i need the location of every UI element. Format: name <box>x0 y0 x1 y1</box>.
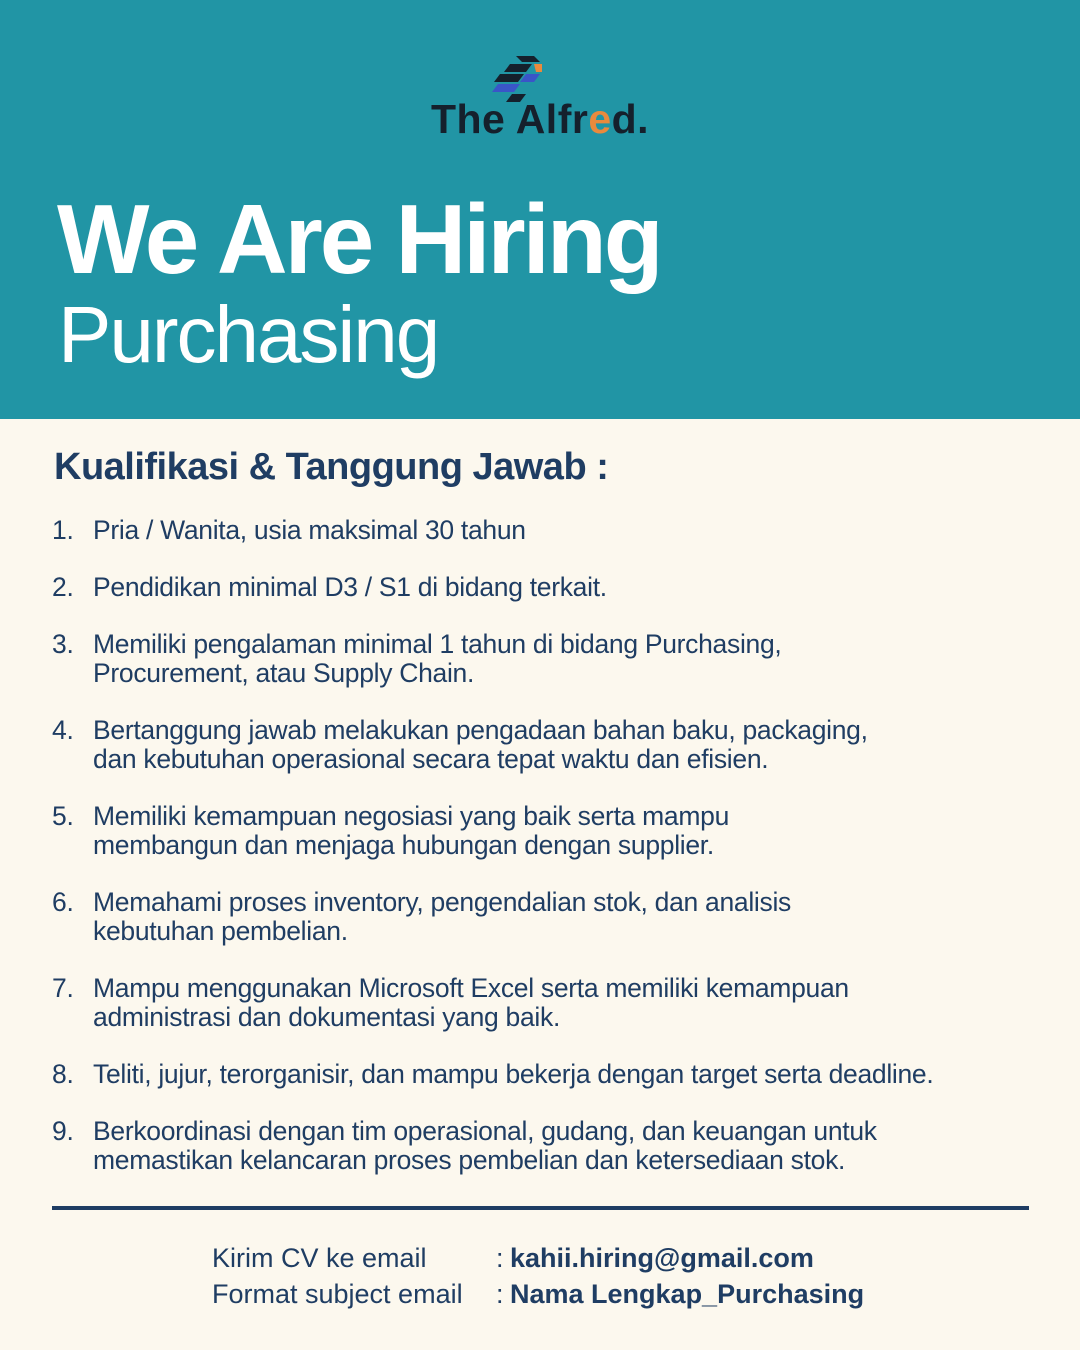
qualification-item <box>52 1060 1052 1089</box>
qualification-item <box>52 630 1052 688</box>
contact-separator: : <box>496 1279 504 1309</box>
qualification-text-line: Memahami proses inventory, pengendalian stok, dan analisis <box>93 887 792 917</box>
qualification-text-line: Memiliki kemampuan negosiasi yang baik serta mampu <box>93 801 730 831</box>
qualification-text-line: membangun dan menjaga hubungan dengan supplier. <box>93 830 714 860</box>
qualification-text-line: Bertanggung jawab melakukan pengadaan bahan baku, packaging, <box>93 715 868 745</box>
qualification-item <box>52 573 1052 602</box>
contact-separator: : <box>496 1243 504 1273</box>
qualification-number: 5. <box>52 801 74 831</box>
qualification-item <box>52 974 1052 1032</box>
qualification-text-line: administrasi dan dokumentasi yang baik. <box>93 1002 561 1032</box>
qualification-text-line: Pendidikan minimal D3 / S1 di bidang terkait. <box>93 572 607 602</box>
qualifications-heading: Kualifikasi & Tanggung Jawab : <box>54 446 609 488</box>
qualification-number: 2. <box>52 572 74 602</box>
contact-row <box>212 1240 864 1276</box>
hiring-header-banner <box>0 0 1080 419</box>
qualification-number: 4. <box>52 715 74 745</box>
brand-logo-text: The Alfred. <box>430 96 650 142</box>
qualification-number: 7. <box>52 973 74 1003</box>
contact-row <box>212 1276 864 1312</box>
qualification-item <box>52 888 1052 946</box>
qualification-text-line: Berkoordinasi dengan tim operasional, gudang, dan keuangan untuk <box>93 1116 877 1146</box>
hero-title: We Are Hiring <box>57 184 661 294</box>
qualification-item <box>52 1117 1052 1175</box>
position-subtitle: Purchasing <box>58 290 439 379</box>
qualification-item <box>52 716 1052 774</box>
contact-label: Format subject email <box>212 1279 463 1309</box>
contact-info <box>212 1240 864 1312</box>
qualification-number: 3. <box>52 629 74 659</box>
brand-logo <box>0 52 1080 142</box>
qualification-text-line: Teliti, jujur, terorganisir, dan mampu bekerja dengan target serta deadline. <box>93 1059 934 1089</box>
qualification-text-line: memastikan kelancaran proses pembelian dan ketersediaan stok. <box>93 1145 846 1175</box>
section-divider <box>52 1206 1029 1210</box>
email-subject-format: Nama Lengkap_Purchasing <box>510 1279 865 1309</box>
qualification-text-line: Memiliki pengalaman minimal 1 tahun di bidang Purchasing, <box>93 629 782 659</box>
qualification-text-line: dan kebutuhan operasional secara tepat waktu dan efisien. <box>93 744 769 774</box>
qualification-text-line: Procurement, atau Supply Chain. <box>93 658 475 688</box>
qualification-text-line: kebutuhan pembelian. <box>93 916 348 946</box>
qualification-item <box>52 516 1052 545</box>
qualification-text-line: Mampu menggunakan Microsoft Excel serta memiliki kemampuan <box>93 973 849 1003</box>
qualifications-list <box>52 516 1052 1175</box>
qualification-item <box>52 802 1052 860</box>
qualification-number: 1. <box>52 515 74 545</box>
qualification-number: 9. <box>52 1116 74 1146</box>
qualification-number: 6. <box>52 887 74 917</box>
qualification-number: 8. <box>52 1059 74 1089</box>
email-address[interactable]: kahii.hiring@gmail.com <box>510 1243 814 1273</box>
contact-label: Kirim CV ke email <box>212 1243 427 1273</box>
qualification-text-line: Pria / Wanita, usia maksimal 30 tahun <box>93 515 526 545</box>
